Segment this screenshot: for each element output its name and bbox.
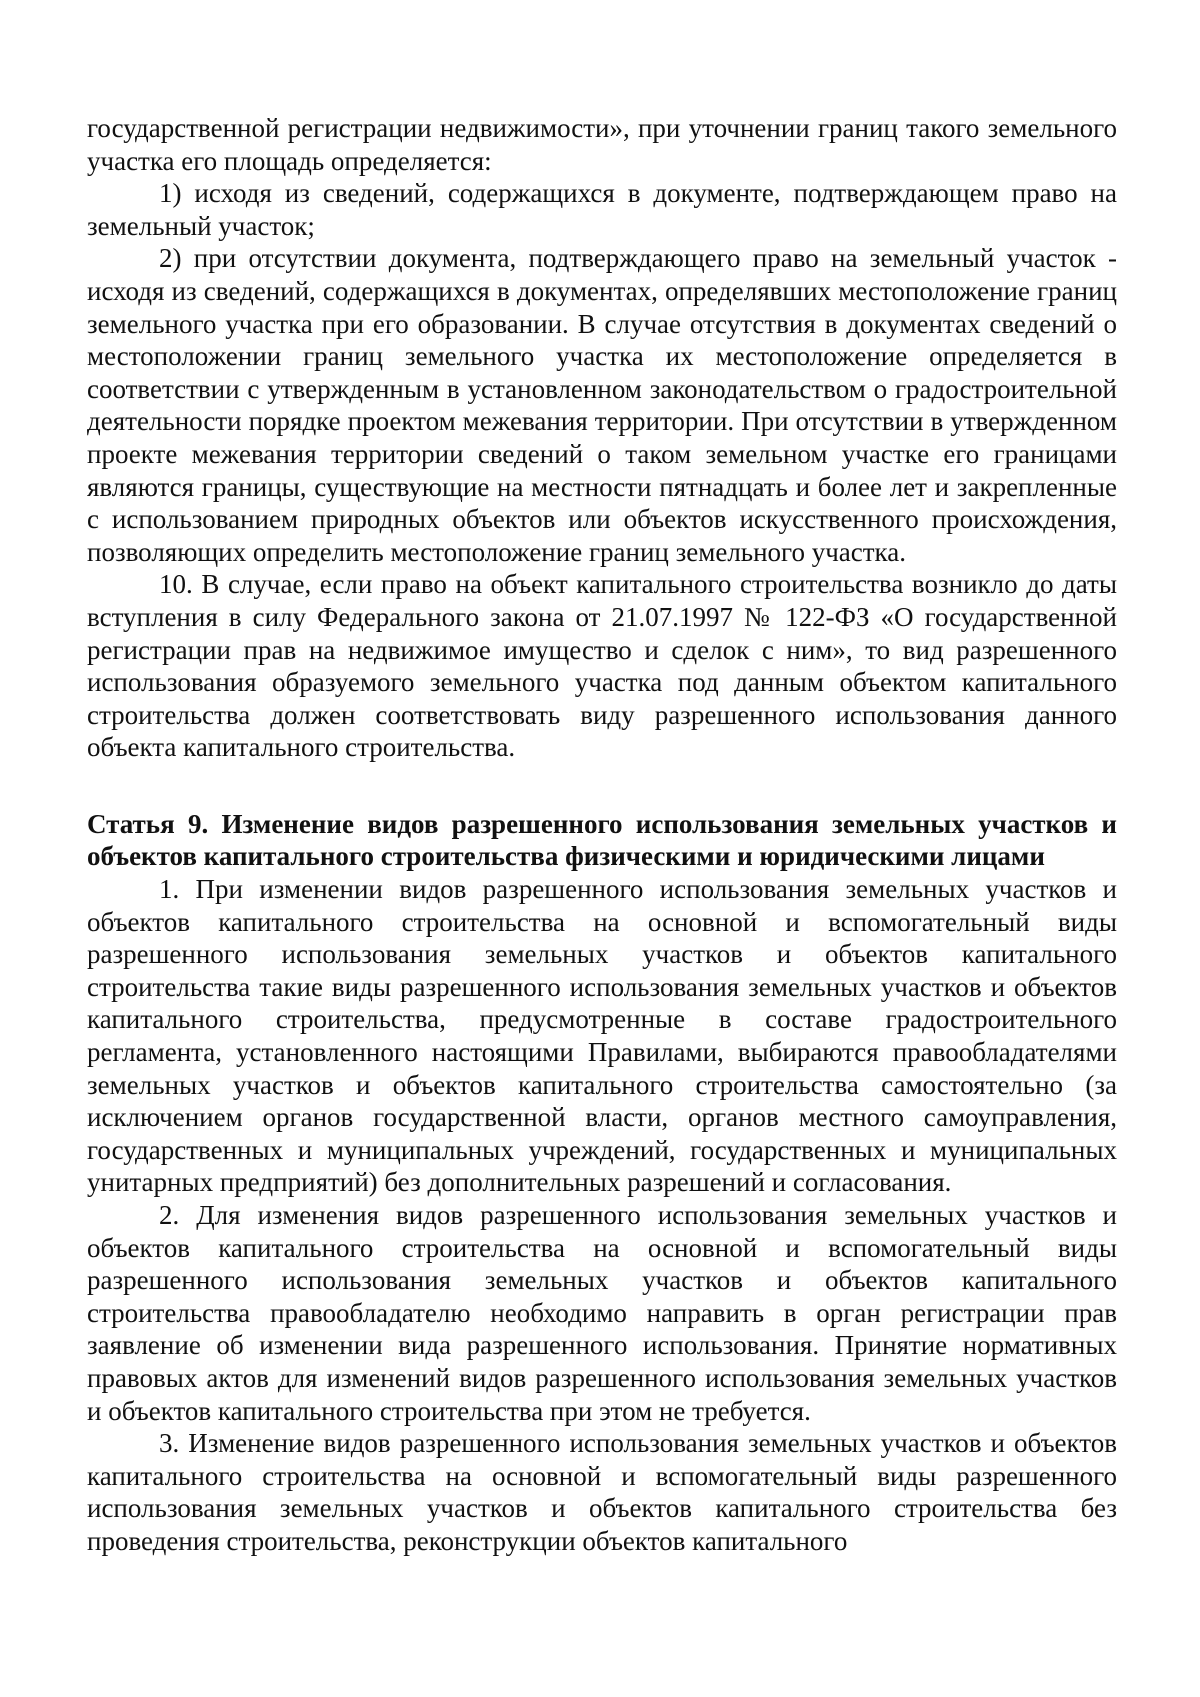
paragraph-point-10: 10. В случае, если право на объект капитального строительства возникло до даты вступления в силу Федерального закона от 21.07.1997 № 122-ФЗ «О государственной регистрации прав на недвижимое имущество и сделок с ним», то вид разрешенного использования образуемого земельного участка под данным объектом капитального строительства должен соответствовать виду разрешенного использования данного объекта капитального строительства.	[87, 569, 1117, 763]
article-heading: Статья 9. Изменение видов разрешенного использования земельных участков и объектов капитального строительства физическими и юридическими лицами	[87, 808, 1117, 872]
article-paragraph-1: 1. При изменении видов разрешенного использования земельных участков и объектов капитального строительства на основной и вспомогательный виды разрешенного использования земельных участков и объектов капитального строительства такие виды разрешенного использования земельных участков и объектов капитального строительства, предусмотренные в составе градостроительного регламента, установленного настоящими Правилами, выбираются правообладателями земельных участков и объектов капитального строительства самостоятельно (за исключением органов государственной власти, органов местного самоуправления, государственных и муниципальных учреждений, государственных и муниципальных унитарных предприятий) без дополнительных разрешений и согласования.	[87, 874, 1117, 1198]
paragraph-item-2: 2) при отсутствии документа, подтверждающего право на земельный участок - исходя из сведений, содержащихся в документах, определявших местоположение границ земельного участка при его образовании. В случае отсутствия в документах сведений о местоположении границ земельного участка их местоположение определяется в соответствии с утвержденным в установленном законодательством о градостроительной деятельности порядке проектом межевания территории. При отсутствии в утвержденном проекте межевания территории сведений о таком земельном участке его границами являются границы, существующие на местности пятнадцать и более лет и закрепленные с использованием природных объектов или объектов искусственного происхождения, позволяющих определить местоположение границ земельного участка.	[87, 243, 1117, 567]
paragraph-continuation: государственной регистрации недвижимости», при уточнении границ такого земельного участка его площадь определяется:	[87, 113, 1117, 176]
article-paragraph-2: 2. Для изменения видов разрешенного использования земельных участков и объектов капитального строительства на основной и вспомогательный виды разрешенного использования земельных участков и объектов капитального строительства правообладателю необходимо направить в орган регистрации прав заявление об изменении вида разрешенного использования. Принятие нормативных правовых актов для изменений видов разрешенного использования земельных участков и объектов капитального строительства при этом не требуется.	[87, 1200, 1117, 1426]
paragraph-item-1: 1) исходя из сведений, содержащихся в документе, подтверждающем право на земельный участок;	[87, 178, 1117, 241]
document-page	[87, 112, 1117, 1558]
article-paragraph-3: 3. Изменение видов разрешенного использования земельных участков и объектов капитального строительства на основной и вспомогательный виды разрешенного использования земельных участков и объектов капитального строительства без проведения строительства, реконструкции объектов капитального	[87, 1428, 1117, 1556]
